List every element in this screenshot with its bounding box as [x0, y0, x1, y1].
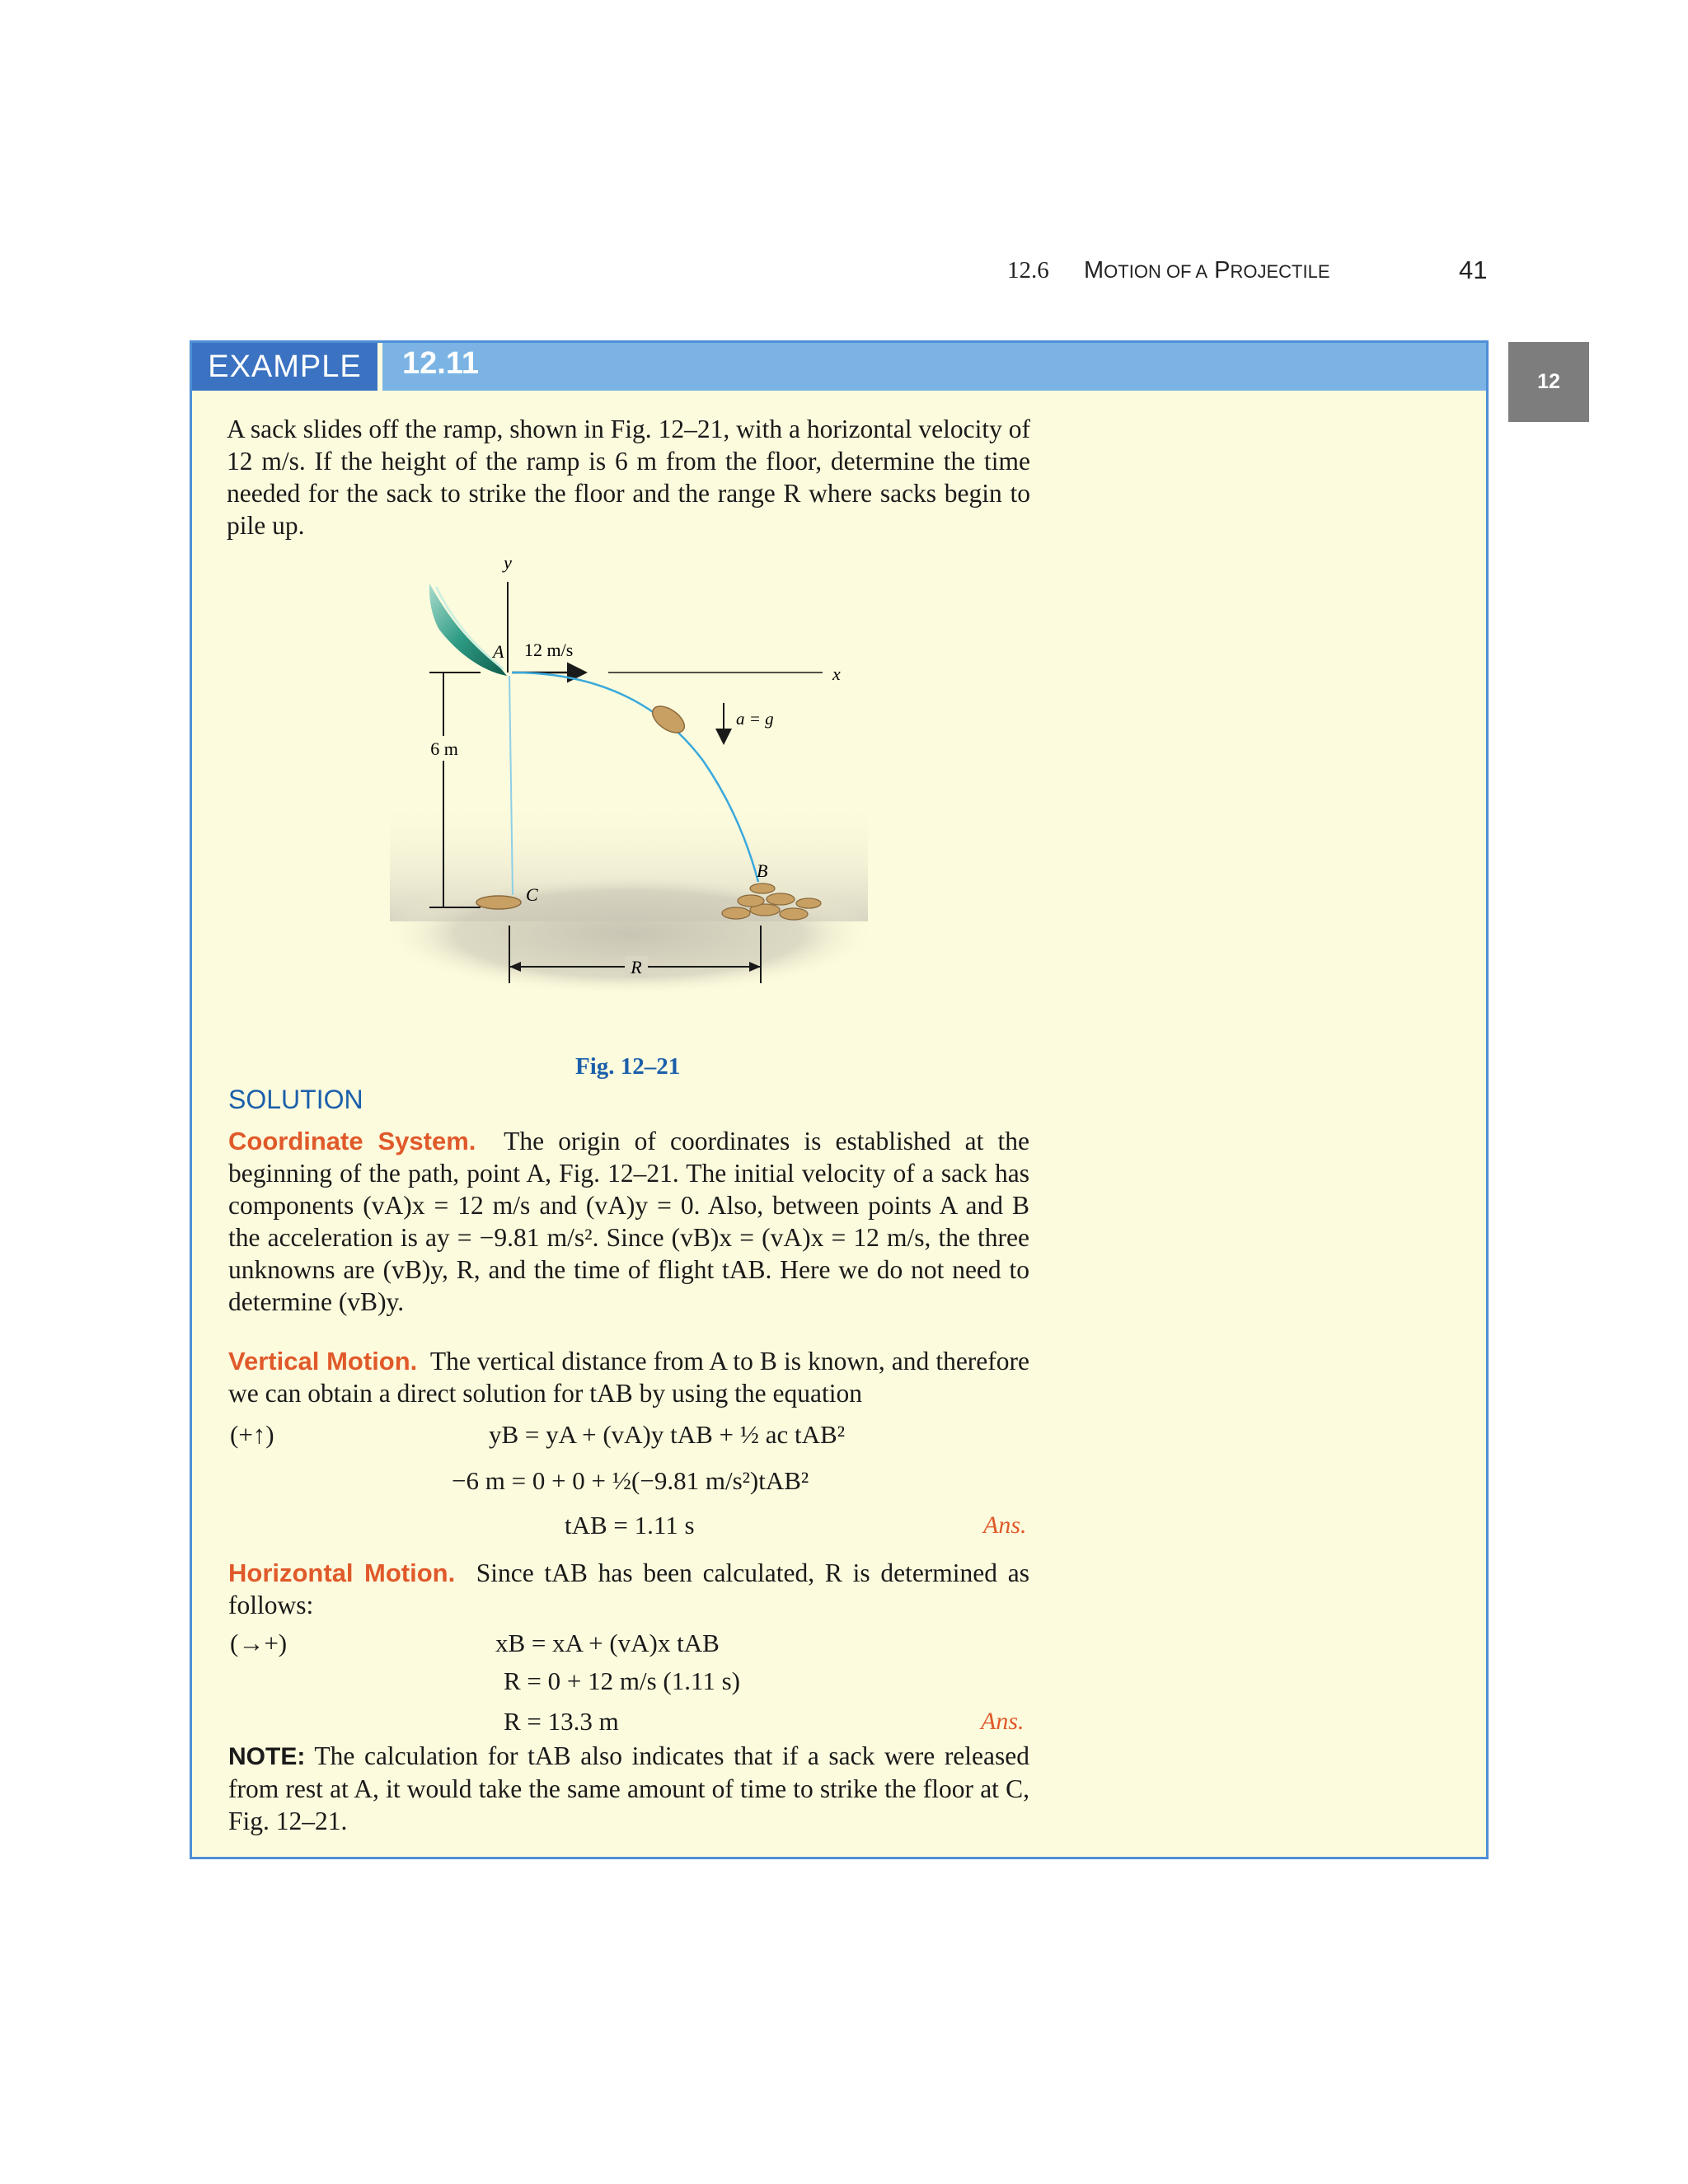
figure-12-21: [357, 551, 950, 1037]
point-b-label: B: [757, 860, 768, 881]
coordinate-system-heading: Coordinate System.: [228, 1127, 476, 1155]
range-label: R: [631, 957, 642, 977]
example-box: [190, 340, 1489, 1859]
sack-in-flight: [648, 701, 689, 738]
running-head: [1007, 257, 1495, 290]
horizontal-motion-text: Since tAB has been calculated, R is determined as follows:: [228, 1558, 1030, 1619]
section-number: 12.6: [1007, 257, 1049, 284]
horizontal-motion-paragraph: [228, 1557, 1029, 1621]
point-a-label: A: [493, 641, 504, 662]
chapter-tab: 12: [1508, 342, 1589, 422]
example-label: EXAMPLE: [192, 343, 377, 391]
vertical-equation-1: yB = yA + (vA)y tAB + ½ ac tAB²: [489, 1420, 846, 1449]
coordinate-system-paragraph: [228, 1125, 1029, 1318]
horizontal-sign-convention: (→+): [230, 1629, 288, 1657]
note-text: The calculation for tAB also indicates that if a sack were released from rest at A, it would take the same amount of time to strike the floor at C, Fig. 12–21.: [228, 1741, 1029, 1835]
y-axis-label: y: [504, 552, 512, 573]
point-c-label: C: [526, 884, 538, 905]
height-label: 6 m: [430, 738, 458, 759]
example-header: [192, 343, 1486, 391]
problem-statement: A sack slides off the ramp, shown in Fig. 12–21, with a horizontal velocity of 12 m/s. If the height of the ramp is 6 m from the floor, determine the time needed for the sack to strike the floor and the range R where sacks begin to pile up.: [227, 415, 1030, 540]
page-number: 41: [1459, 255, 1488, 284]
sack-at-c: [476, 896, 521, 909]
example-number: 12.11: [402, 346, 479, 381]
acceleration-label: a = g: [736, 709, 774, 729]
x-axis-label: x: [832, 663, 841, 684]
horizontal-equation-1: xB = xA + (vA)x tAB: [495, 1629, 720, 1657]
vertical-answer-mark: Ans.: [983, 1511, 1027, 1539]
horizontal-result: R = 13.3 m: [504, 1707, 619, 1736]
horizontal-answer-mark: Ans.: [981, 1708, 1025, 1735]
horizontal-motion-heading: Horizontal Motion.: [228, 1558, 456, 1587]
solution-heading: SOLUTION: [228, 1085, 363, 1114]
vertical-motion-text: The vertical distance from A to B is known, and therefore we can obtain a direct solution for tAB by using the equation: [228, 1347, 1029, 1408]
vertical-motion-heading: Vertical Motion.: [228, 1347, 418, 1376]
vertical-equation-2: −6 m = 0 + 0 + ½(−9.81 m/s²)tAB²: [452, 1466, 809, 1495]
horizontal-equation-2: R = 0 + 12 m/s (1.11 s): [504, 1666, 740, 1695]
velocity-label: 12 m/s: [524, 640, 574, 660]
figure-caption: Fig. 12–21: [575, 1053, 681, 1080]
vertical-motion-paragraph: [228, 1345, 1029, 1409]
vertical-result: tAB = 1.11 s: [565, 1511, 695, 1540]
vertical-sign-convention: (+↑): [230, 1420, 274, 1449]
coordinate-system-text: The origin of coordinates is established at the beginning of the path, point A, Fig. 12–21. The initial velocity of a sack has components (vA)x = 12 m/s and (vA)y = 0. Also, between points A and B the acceleration is ay = −9.81 m/s². Since (vB)x = (vA)x = 12 m/s, the three unknowns are (vB)y, R, and the time of flight tAB. Here we do not need to determine (vB)y.: [228, 1127, 1030, 1316]
note-label: NOTE:: [228, 1743, 306, 1770]
section-title: MOTION OF A PROJECTILE: [1084, 257, 1330, 284]
note-paragraph: [228, 1740, 1029, 1837]
